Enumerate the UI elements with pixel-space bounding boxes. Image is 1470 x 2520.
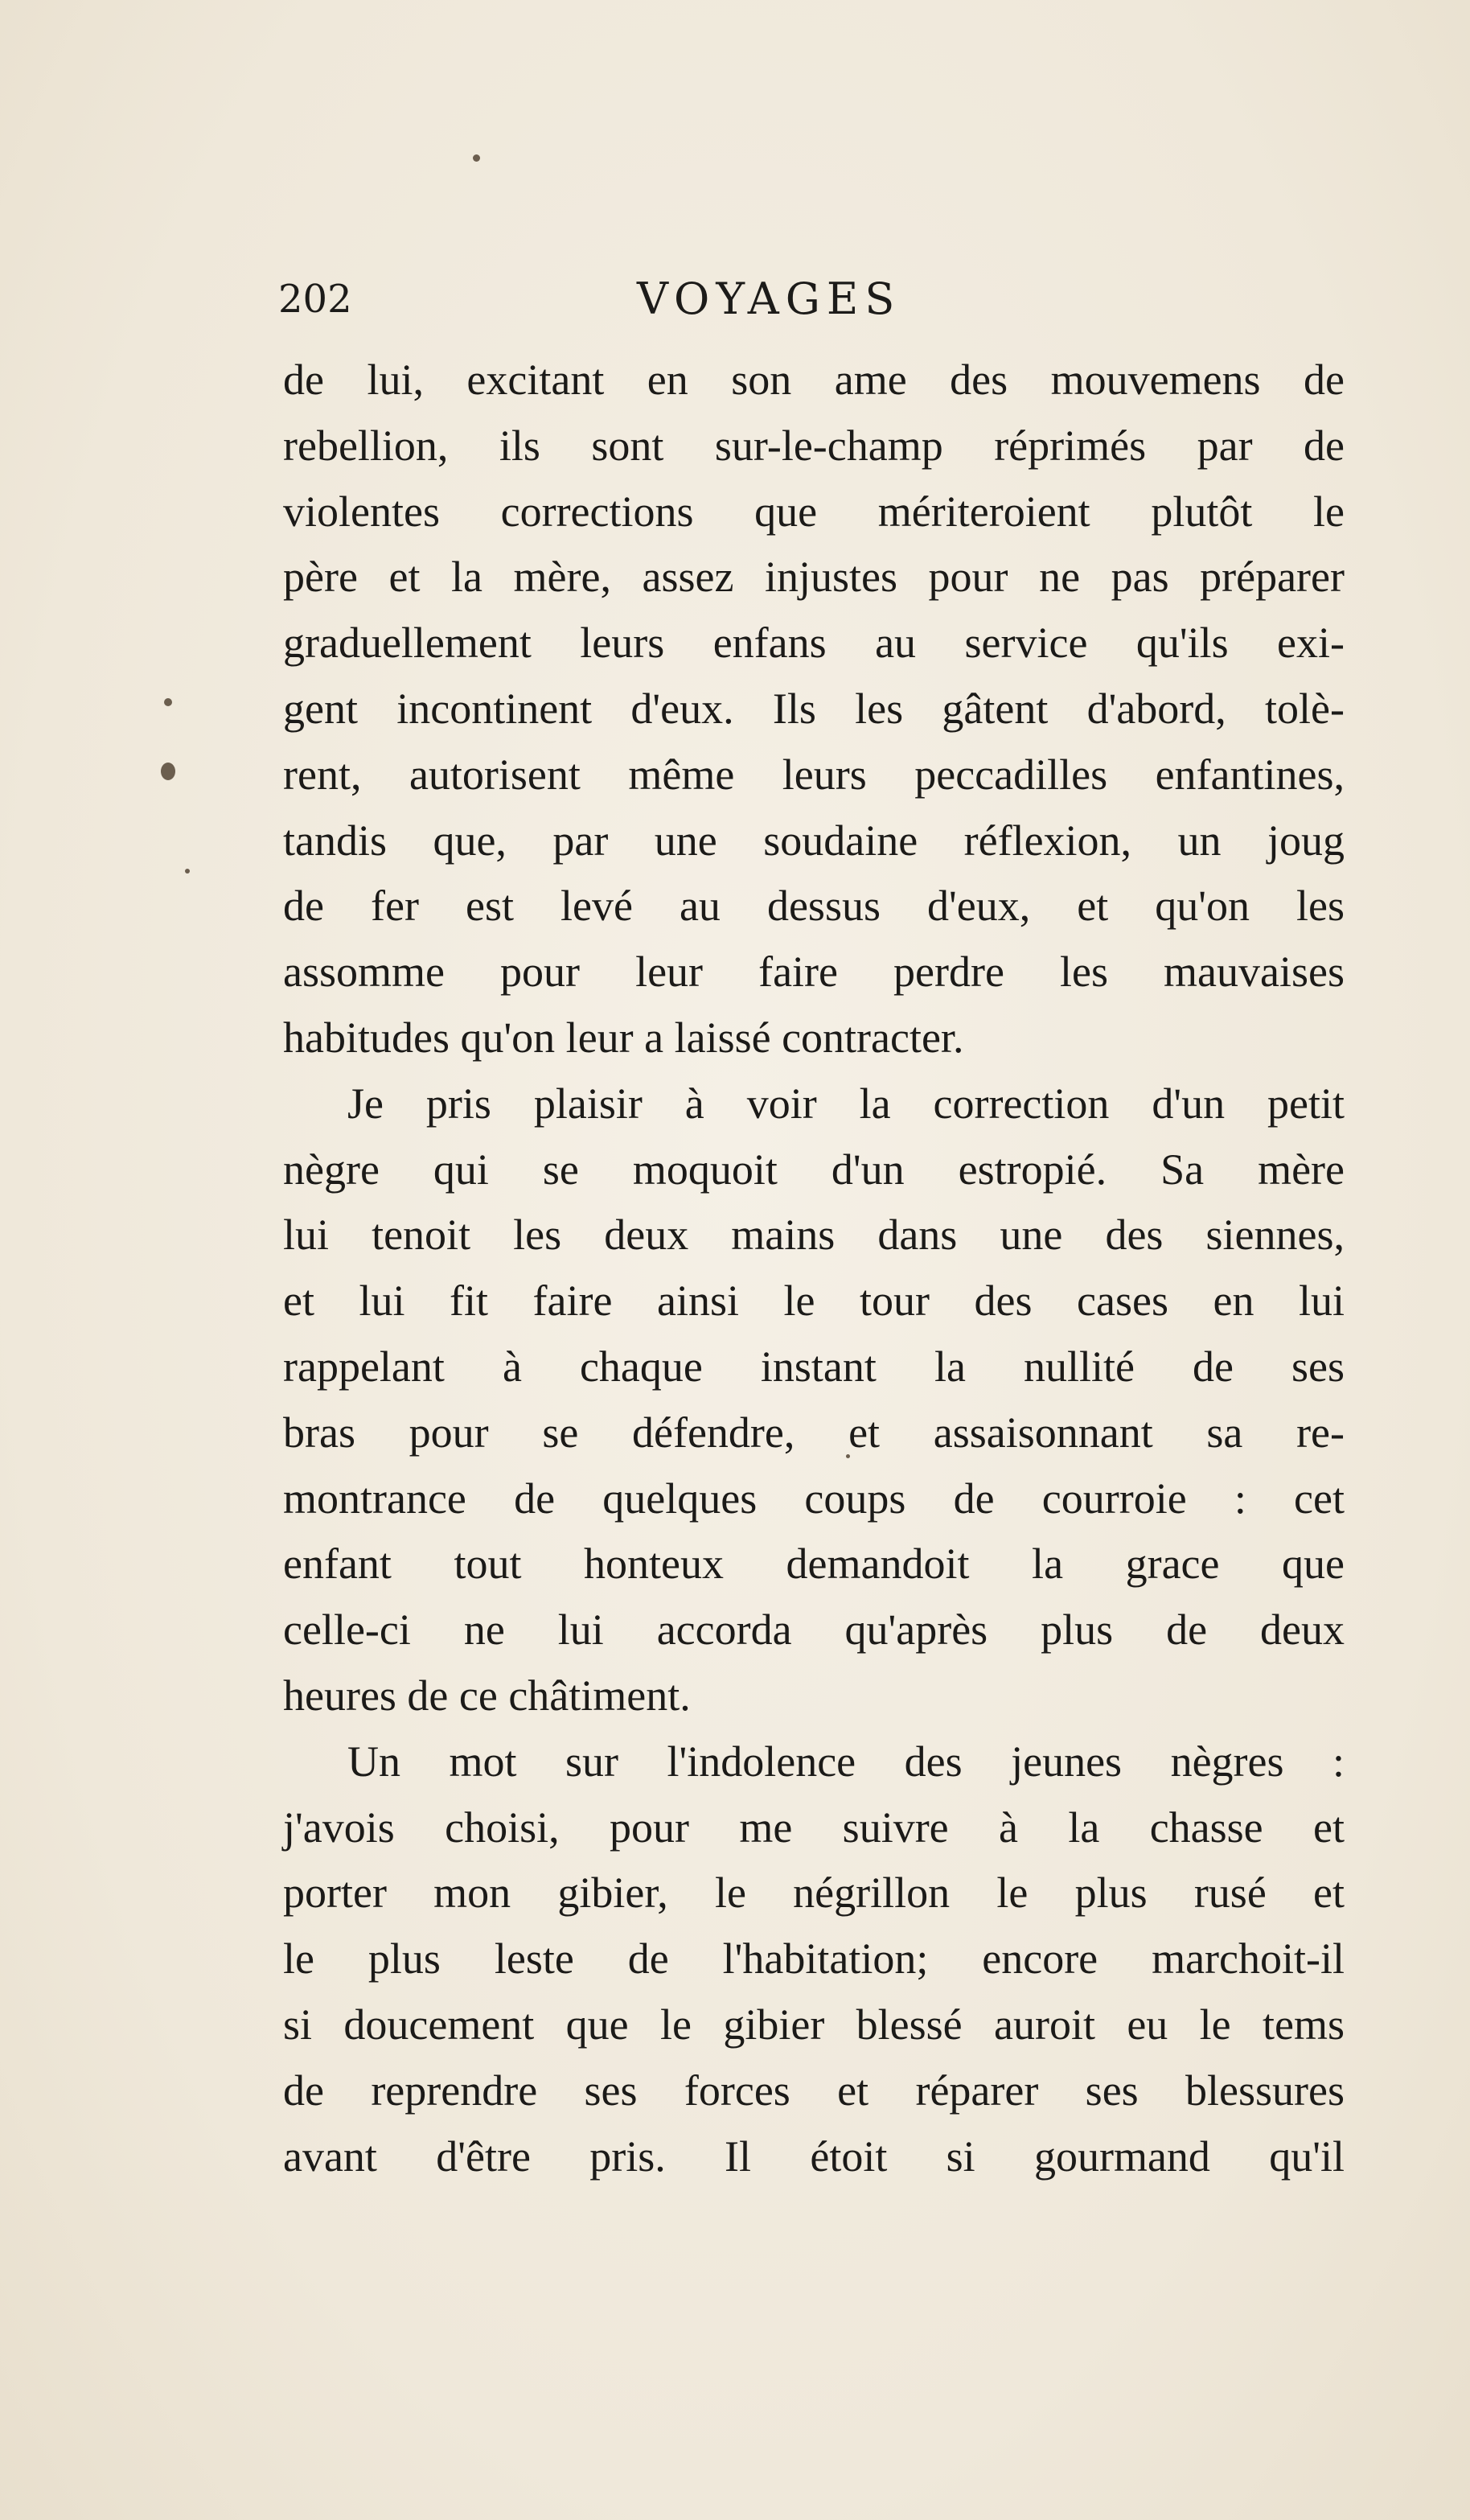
text-line: rent, autorisent même leurs peccadilles enfantines,: [283, 750, 1345, 799]
text-line: de lui, excitant en son ame des mouvemens de: [283, 356, 1345, 404]
text-line: et lui fit faire ainsi le tour des cases en lui: [283, 1276, 1345, 1326]
text-line: de reprendre ses forces et réparer ses blessures: [283, 2066, 1345, 2115]
text-line: nègre qui se moquoit d'un estropié. Sa mère: [283, 1145, 1345, 1194]
text-line: de fer est levé au dessus d'eux, et qu'on les: [283, 882, 1345, 931]
text-line: enfant tout honteux demandoit la grace que: [283, 1540, 1345, 1589]
text-line: rebellion, ils sont sur-le-champ réprimés par de: [283, 421, 1345, 470]
text-line: porter mon gibier, le négrillon le plus rusé et: [283, 1868, 1345, 1918]
text-line: gent incontinent d'eux. Ils les gâtent d'abord, tolè-: [283, 684, 1345, 733]
text-line: Je pris plaisir à voir la correction d'un petit: [347, 1079, 1345, 1128]
text-line: le plus leste de l'habitation; encore marchoit-il: [283, 1934, 1345, 1984]
running-title: VOYAGES: [637, 273, 901, 324]
body-text: [283, 347, 1345, 2189]
text-line: lui tenoit les deux mains dans une des siennes,: [283, 1211, 1345, 1260]
text-line: si doucement que le gibier blessé auroit eu le tems: [283, 2000, 1345, 2049]
text-line: heures de ce châtiment.: [283, 1671, 691, 1720]
text-line: habitudes qu'on leur a laissé contracter.: [283, 1013, 964, 1062]
text-line: violentes corrections que mériteroient plutôt le: [283, 487, 1345, 536]
text-line: bras pour se défendre, et assaisonnant sa re-: [283, 1408, 1345, 1457]
page-number: 202: [278, 277, 352, 322]
text-line: assomme pour leur faire perdre les mauvaises: [283, 948, 1345, 997]
text-line: j'avois choisi, pour me suivre à la chasse et: [283, 1803, 1345, 1852]
text-line: rappelant à chaque instant la nullité de ses: [283, 1342, 1345, 1391]
text-line: tandis que, par une soudaine réflexion, un joug: [283, 816, 1345, 865]
text-line: Un mot sur l'indolence des jeunes nègres :: [347, 1737, 1345, 1786]
text-line: montrance de quelques coups de courroie : cet: [283, 1474, 1345, 1523]
text-line: avant d'être pris. Il étoit si gourmand qu'il: [283, 2132, 1345, 2181]
text-line: graduellement leurs enfans au service qu'ils exi-: [283, 619, 1345, 668]
page-header: [278, 273, 1348, 330]
text-line: celle-ci ne lui accorda qu'après plus de deux: [283, 1605, 1345, 1655]
text-line: père et la mère, assez injustes pour ne pas préparer: [283, 553, 1345, 602]
